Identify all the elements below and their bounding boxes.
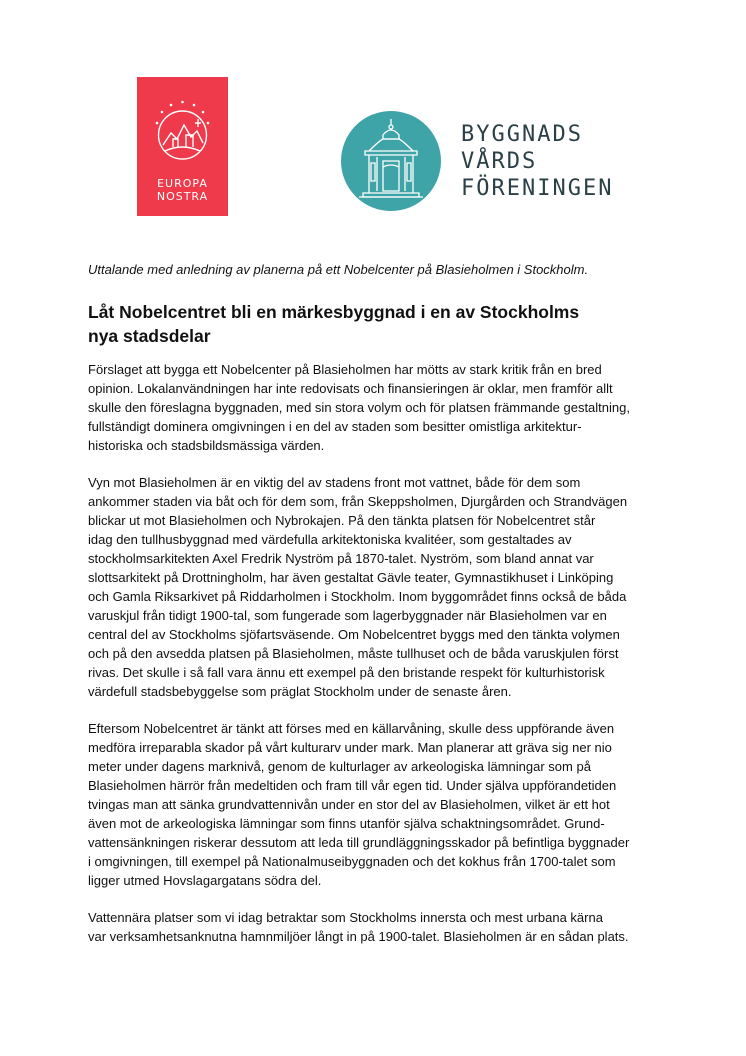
text-line: även mot de arkeologiska lämningar som finns utanför själva schaktningsområdet. Grund-	[88, 816, 605, 831]
bvf-word-3: FÖRENINGEN	[461, 176, 614, 201]
paragraph-4	[88, 908, 664, 946]
text-line: slottsarkitekt på Drottningholm, har även gestaltat Gävle teater, Gymnastikhuset i Linköping	[88, 570, 614, 585]
text-line: opinion. Lokalanvändningen har inte redovisats och finansieringen är oklar, men framför allt	[88, 381, 613, 396]
heading-line: nya stadsdelar	[88, 326, 211, 346]
paragraph-3	[88, 719, 664, 890]
heading-line: Låt Nobelcentret bli en märkesbyggnad i en av Stockholms	[88, 302, 580, 322]
text-line: Vattennära platser som vi idag betraktar som Stockholms innersta och mest urbana kärna	[88, 910, 603, 925]
document-subtitle: Uttalande med anledning av planerna på ett Nobelcenter på Blasieholmen i Stockholm.	[88, 262, 589, 277]
text-line: Förslaget att bygga ett Nobelcenter på Blasieholmen har mötts av stark kritik från en bred	[88, 362, 602, 377]
text-line: i omgivningen, till exempel på Nationalmuseibyggnaden och det kokhus från 1700-talet som	[88, 854, 616, 869]
text-line: var verksamhetsanknutna hamnmiljöer långt in på 1900-talet. Blasieholmen är en sådan plats.	[88, 929, 629, 944]
bvf-word-2: VÅRDS	[461, 149, 538, 174]
byggnadsvardsforeningen-wordmark	[461, 121, 613, 202]
text-line: Blasieholmen härrör från medeltiden och fram till vår egen tid. Under själva uppförandetiden	[88, 778, 617, 793]
text-line: rivas. Det skulle i så fall vara ännu ett exempel på den bristande respekt för kulturhistorisk	[88, 665, 605, 680]
europa-nostra-line1: EUROPA	[157, 177, 208, 190]
text-line: och på den avsedda platsen på Blasieholmen, måste tullhuset och de båda varuskjulen först	[88, 646, 619, 661]
text-line: blickar ut mot Blasieholmen och Nybrokajen. På den tänkta platsen för Nobelcentret står	[88, 513, 596, 528]
pavilion-icon	[341, 111, 441, 211]
text-line: idag den tullhusbyggnad med värdefulla arkitektoniska kvalitéer, som gestaltades av	[88, 532, 572, 547]
text-line: ligger utmed Hovslagargatans södra del.	[88, 873, 322, 888]
europa-nostra-logo	[137, 77, 228, 216]
text-line: varuskjul från tidigt 1900-tal, som fungerade som lagerbyggnader när Blasieholmen var en	[88, 608, 607, 623]
paragraph-1	[88, 360, 664, 455]
text-line: fullständigt dominera omgivningen i en del av staden som besitter omistliga arkitektur-	[88, 419, 582, 434]
text-line: vattensänkningen riskerar dessutom att leda till grundläggningsskador på befintliga byggnader	[88, 835, 630, 850]
document-body	[88, 360, 664, 964]
text-line: central del av Stockholms sjöfartsväsende. Om Nobelcentret byggs med den tänkta volymen	[88, 627, 620, 642]
document-heading	[88, 300, 668, 348]
text-line: Eftersom Nobelcentret är tänkt att förses med en källarvåning, skulle dess uppförande även	[88, 721, 615, 736]
europa-nostra-line2: NOSTRA	[156, 190, 209, 203]
europa-nostra-emblem-icon	[151, 97, 214, 169]
text-line: medföra irreparabla skador på vårt kulturarv under mark. Man planerar att gräva sig ner nio	[88, 740, 612, 755]
text-line: stockholmsarkitekten Axel Fredrik Nyström på 1870-talet. Nyström, som bland annat var	[88, 551, 594, 566]
text-line: skulle den föreslagna byggnaden, med sin stora volym och för platsen främmande gestaltning,	[88, 400, 630, 415]
bvf-word-1: BYGGNADS	[461, 122, 583, 147]
text-line: Vyn mot Blasieholmen är en viktig del av stadens front mot vattnet, både för dem som	[88, 475, 581, 490]
text-line: och Gamla Riksarkivet på Riddarholmen i Stockholm. Inom byggområdet finns också de båda	[88, 589, 627, 604]
text-line: värdefull stadsbebyggelse som präglat Stockholm under de senaste åren.	[88, 684, 512, 699]
text-line: ankommer staden via båt och för dem som, från Skeppsholmen, Djurgården och Strandvägen	[88, 494, 628, 509]
text-line: meter under dagens marknivå, genom de kulturlager av arkeologiska lämningar som på	[88, 759, 591, 774]
byggnadsvardsforeningen-logo-circle	[341, 111, 441, 211]
text-line: historiska och stadsbildsmässiga värden.	[88, 438, 325, 453]
text-line: tvingas man att sänka grundvattennivån under en stor del av Blasieholmen, vilket är ett hot	[88, 797, 610, 812]
paragraph-2	[88, 473, 664, 701]
